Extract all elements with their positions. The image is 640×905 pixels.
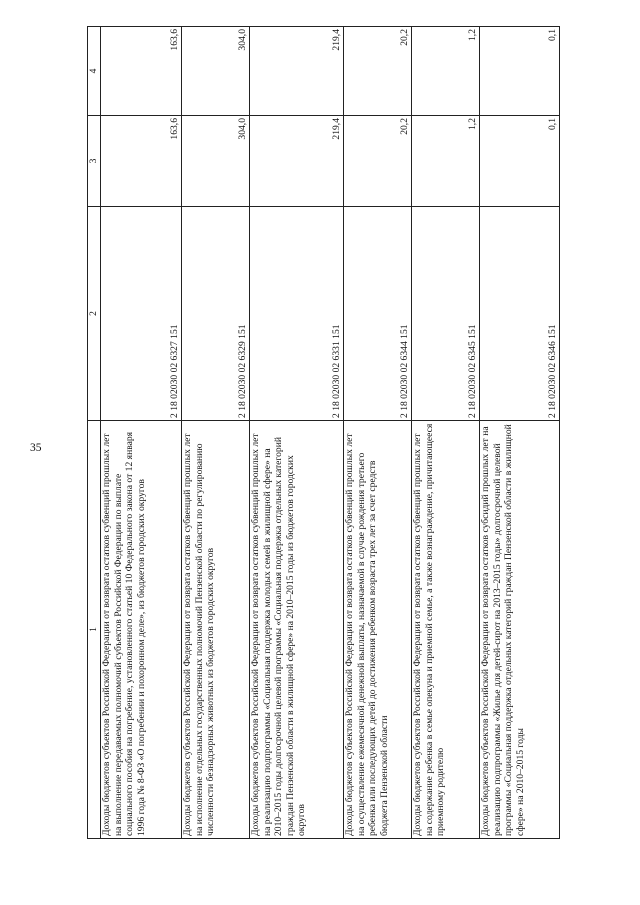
row-code: 2 18 02030 02 6331 151 (250, 207, 344, 421)
row-value-col3: 304,0 (182, 116, 250, 207)
row-description: Доходы бюджетов субъектов Российской Федерации от возврата остатков субвенций прошлых лет на содержание ребенка в семье опекуна и приемной семье, а также вознаграждение, причитающееся приемному родителю (412, 421, 480, 839)
table-row (101, 27, 182, 839)
row-value-col4: 163,6 (101, 27, 182, 116)
revenue-table (87, 26, 560, 839)
table-row (182, 27, 250, 839)
row-value-col3: 1,2 (412, 116, 480, 207)
row-value-col4: 20,2 (344, 27, 412, 116)
header-col-2: 2 (88, 207, 101, 421)
row-value-col4: 1,2 (412, 27, 480, 116)
table-row (344, 27, 412, 839)
row-description: Доходы бюджетов субъектов Российской Федерации от возврата остатков субвенций прошлых лет на осуществление ежемесячной денежной выплаты, назначаемой в случае рождения третьего ребенка или последующих детей до достижения ребенком возраста трех лет за счет средств бюджета Пензенской области (344, 421, 412, 839)
row-value-col3: 163,6 (101, 116, 182, 207)
row-code: 2 18 02030 02 6344 151 (344, 207, 412, 421)
row-description: Доходы бюджетов субъектов Российской Федерации от возврата остатков субвенций прошлых лет на исполнение отдельных государственных полномочий Пензенской области по регулированию численности безнадзорных животных из бюджетов городских округов (182, 421, 250, 839)
row-code: 2 18 02030 02 6327 151 (101, 207, 182, 421)
header-col-1: 1 (88, 421, 101, 839)
row-value-col4: 304,0 (182, 27, 250, 116)
row-code: 2 18 02030 02 6345 151 (412, 207, 480, 421)
row-description: Доходы бюджетов субъектов Российской Федерации от возврата остатков субвенций прошлых лет на реализацию подпрограммы «Социальная поддержка молодых семей в жилищной сфере» на 2010–2015 годы долгосрочной целевой программы «Социальная поддержка отдельных категорий граждан Пензенской области в жилищной сфере» на 2010–2015 годы из бюджетов городских округов (250, 421, 344, 839)
row-description: Доходы бюджетов субъектов Российской Федерации от возврата остатков субсидий прошлых лет на реализацию подпрограммы «Жилье для детей-сирот на 2013–2015 годы» долгосрочной целевой программы «Социальная поддержка отдельных категорий граждан Пензенской области в жилищной сфере» на 2010–2015 годы (480, 421, 560, 839)
row-value-col3: 20,2 (344, 116, 412, 207)
row-value-col3: 219,4 (250, 116, 344, 207)
row-value-col3: 0,1 (480, 116, 560, 207)
row-value-col4: 219,4 (250, 27, 344, 116)
header-col-4: 4 (88, 27, 101, 116)
table-row (480, 27, 560, 839)
row-description: Доходы бюджетов субъектов Российской Федерации от возврата остатков субвенций прошлых лет на выполнение передаваемых полномочий субъектов Российской Федерации по выплате социального пособия на погребение, установленного статьей 10 Федерального закона от 12 января 1996 года № 8-ФЗ «О погребении и похоронном деле», из бюджетов городских округов (101, 421, 182, 839)
page-number: 35 (30, 442, 42, 454)
row-value-col4: 0,1 (480, 27, 560, 116)
table-row (412, 27, 480, 839)
header-row (88, 27, 101, 839)
rotated-table-container (87, 27, 590, 839)
table-row (250, 27, 344, 839)
header-col-3: 3 (88, 116, 101, 207)
row-code: 2 18 02030 02 6346 151 (480, 207, 560, 421)
row-code: 2 18 02030 02 6329 151 (182, 207, 250, 421)
